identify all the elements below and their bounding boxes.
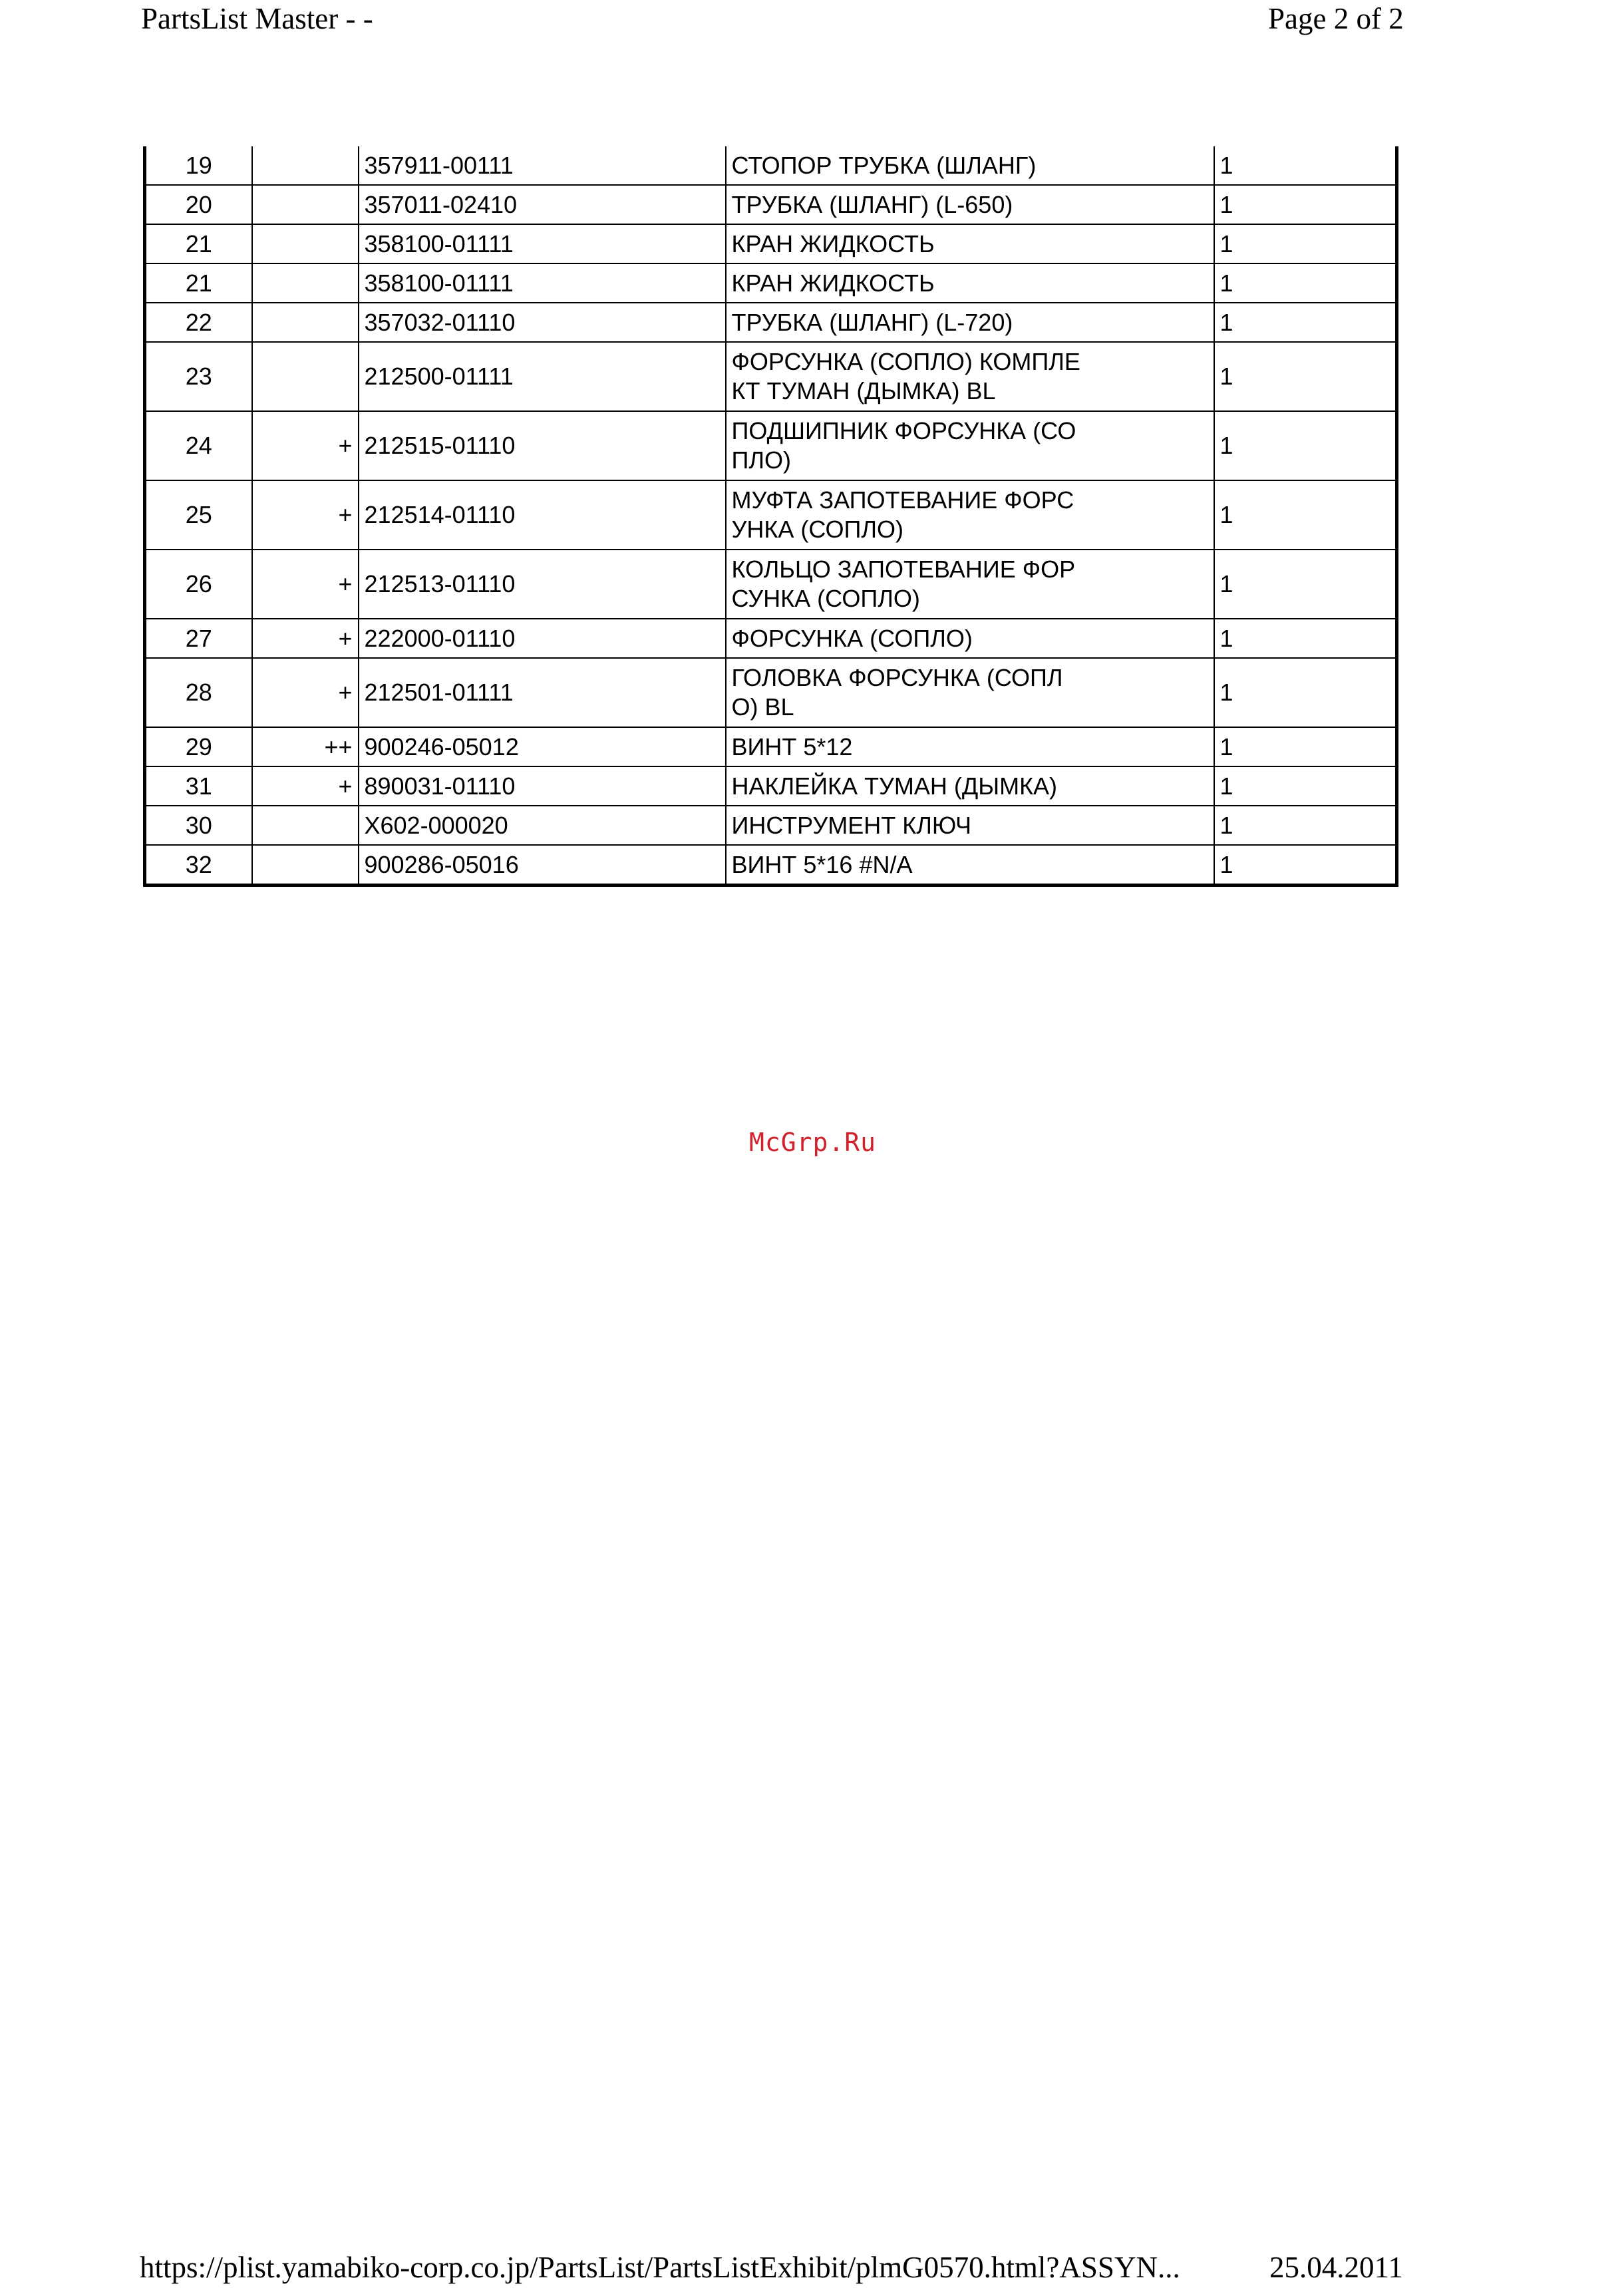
description-line: ТРУБКА (ШЛАНГ) (L-720) — [731, 308, 1013, 336]
quantity-cell: 1 — [1214, 550, 1397, 619]
description-line: ГОЛОВКА ФОРСУНКА (СОПЛ — [731, 664, 1063, 691]
level-indicator-cell — [252, 185, 359, 224]
table-row — [145, 411, 1397, 480]
table-row — [145, 619, 1397, 658]
quantity-cell: 1 — [1214, 766, 1397, 806]
description-line: МУФТА ЗАПОТЕВАНИЕ ФОРС — [731, 486, 1074, 514]
quantity-cell: 1 — [1214, 658, 1397, 727]
table-row — [145, 342, 1397, 411]
part-number-cell: 212500-01111 — [359, 342, 726, 411]
part-number-cell: 358100-01111 — [359, 263, 726, 303]
quantity-cell: 1 — [1214, 263, 1397, 303]
level-indicator-cell: + — [252, 658, 359, 727]
description-line: ВИНТ 5*16 #N/A — [731, 850, 913, 878]
item-number-cell: 21 — [145, 263, 252, 303]
level-indicator-cell: + — [252, 411, 359, 480]
description-cell — [726, 806, 1214, 845]
parts-table — [143, 146, 1398, 887]
item-number-cell: 25 — [145, 480, 252, 550]
level-indicator-cell: + — [252, 550, 359, 619]
part-number-cell: 212515-01110 — [359, 411, 726, 480]
item-number-cell: 30 — [145, 806, 252, 845]
quantity-cell: 1 — [1214, 224, 1397, 263]
level-indicator-cell: + — [252, 766, 359, 806]
part-number-cell: 900246-05012 — [359, 727, 726, 766]
description-line: ФОРСУНКА (СОПЛО) КОМПЛЕ — [731, 348, 1080, 375]
item-number-cell: 27 — [145, 619, 252, 658]
table-row — [145, 480, 1397, 550]
description-line: ВИНТ 5*12 — [731, 733, 853, 760]
description-cell — [726, 619, 1214, 658]
quantity-cell: 1 — [1214, 727, 1397, 766]
level-indicator-cell — [252, 342, 359, 411]
level-indicator-cell — [252, 806, 359, 845]
description-line: СТОПОР ТРУБКА (ШЛАНГ) — [731, 151, 1037, 179]
table-row — [145, 806, 1397, 845]
quantity-cell: 1 — [1214, 342, 1397, 411]
description-line: НАКЛЕЙКА ТУМАН (ДЫМКА) — [731, 772, 1058, 800]
description-line: УНКА (СОПЛО) — [731, 516, 904, 543]
part-number-cell: 357032-01110 — [359, 303, 726, 342]
level-indicator-cell — [252, 224, 359, 263]
item-number-cell: 21 — [145, 224, 252, 263]
level-indicator-cell — [252, 263, 359, 303]
description-cell — [726, 658, 1214, 727]
table-row — [145, 303, 1397, 342]
quantity-cell: 1 — [1214, 146, 1397, 185]
table-row — [145, 658, 1397, 727]
description-line: О) BL — [731, 693, 794, 721]
description-cell — [726, 727, 1214, 766]
quantity-cell: 1 — [1214, 845, 1397, 886]
table-row — [145, 224, 1397, 263]
footer-date: 25.04.2011 — [1269, 2251, 1403, 2284]
item-number-cell: 20 — [145, 185, 252, 224]
quantity-cell: 1 — [1214, 185, 1397, 224]
description-cell — [726, 224, 1214, 263]
level-indicator-cell: ++ — [252, 727, 359, 766]
description-line: КРАН ЖИДКОСТЬ — [731, 230, 935, 257]
description-cell — [726, 845, 1214, 886]
part-number-cell: 890031-01110 — [359, 766, 726, 806]
description-line: КТ ТУМАН (ДЫМКА) BL — [731, 377, 996, 405]
description-line: КРАН ЖИДКОСТЬ — [731, 269, 935, 297]
description-cell — [726, 550, 1214, 619]
level-indicator-cell: + — [252, 480, 359, 550]
table-row — [145, 185, 1397, 224]
description-cell — [726, 342, 1214, 411]
level-indicator-cell — [252, 845, 359, 886]
description-cell — [726, 411, 1214, 480]
part-number-cell: X602-000020 — [359, 806, 726, 845]
level-indicator-cell — [252, 303, 359, 342]
watermark: McGrp.Ru — [749, 1128, 877, 1157]
part-number-cell: 357911-00111 — [359, 146, 726, 185]
quantity-cell: 1 — [1214, 806, 1397, 845]
quantity-cell: 1 — [1214, 619, 1397, 658]
part-number-cell: 212501-01111 — [359, 658, 726, 727]
item-number-cell: 24 — [145, 411, 252, 480]
item-number-cell: 31 — [145, 766, 252, 806]
part-number-cell: 212514-01110 — [359, 480, 726, 550]
parts-table-body — [145, 146, 1397, 886]
description-line: КОЛЬЦО ЗАПОТЕВАНИЕ ФОР — [731, 556, 1076, 583]
table-row — [145, 146, 1397, 185]
table-row — [145, 766, 1397, 806]
part-number-cell: 357011-02410 — [359, 185, 726, 224]
description-line: ПОДШИПНИК ФОРСУНКА (СО — [731, 417, 1076, 444]
item-number-cell: 28 — [145, 658, 252, 727]
footer-url: https://plist.yamabiko-corp.co.jp/PartsList/PartsListExhibit/plmG0570.html?ASSYN... — [140, 2251, 1180, 2284]
quantity-cell: 1 — [1214, 411, 1397, 480]
part-number-cell: 358100-01111 — [359, 224, 726, 263]
page-number: Page 2 of 2 — [1268, 2, 1404, 35]
quantity-cell: 1 — [1214, 480, 1397, 550]
item-number-cell: 32 — [145, 845, 252, 886]
description-line: СУНКА (СОПЛО) — [731, 585, 920, 612]
item-number-cell: 23 — [145, 342, 252, 411]
part-number-cell: 900286-05016 — [359, 845, 726, 886]
header-title: PartsList Master - - — [141, 2, 373, 35]
item-number-cell: 29 — [145, 727, 252, 766]
description-line: ПЛО) — [731, 446, 791, 474]
description-line: ИНСТРУМЕНТ КЛЮЧ — [731, 811, 972, 839]
quantity-cell: 1 — [1214, 303, 1397, 342]
item-number-cell: 22 — [145, 303, 252, 342]
description-cell — [726, 263, 1214, 303]
part-number-cell: 222000-01110 — [359, 619, 726, 658]
item-number-cell: 26 — [145, 550, 252, 619]
description-line: ТРУБКА (ШЛАНГ) (L-650) — [731, 190, 1013, 218]
description-line: ФОРСУНКА (СОПЛО) — [731, 624, 973, 652]
description-cell — [726, 480, 1214, 550]
level-indicator-cell: + — [252, 619, 359, 658]
description-cell — [726, 766, 1214, 806]
table-row — [145, 727, 1397, 766]
level-indicator-cell — [252, 146, 359, 185]
table-row — [145, 263, 1397, 303]
table-row — [145, 550, 1397, 619]
table-row — [145, 845, 1397, 886]
description-cell — [726, 185, 1214, 224]
description-cell — [726, 303, 1214, 342]
part-number-cell: 212513-01110 — [359, 550, 726, 619]
description-cell — [726, 146, 1214, 185]
item-number-cell: 19 — [145, 146, 252, 185]
